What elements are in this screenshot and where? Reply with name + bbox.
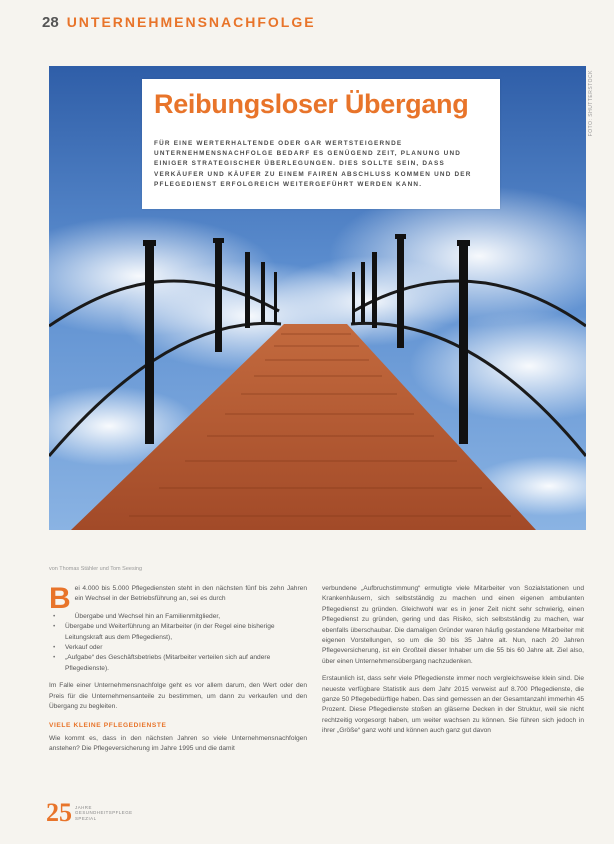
list-item: • „Aufgabe“ des Geschäftsbetriebs (Mitarbeiter verteilen sich auf andere Pflegedienste).	[59, 653, 307, 674]
article-teaser: FÜR EINE WERTERHALTENDE ODER GAR WERTSTEIGERNDE UNTERNEHMENSNACHFOLGE BEDARF ES GENÜGEND ZEIT, PLANUNG UND EINIGER STRATEGISCHER ÜBERLEGUNGEN. DIES SOLLTE SEIN, DASS VERKÄUFER UND KÄUFER ZU EINEM FAIREN ABSCHLUSS KOMMEN UND DER PFLEGEDIENST ERFOLGREICH WEITERGEFÜHRT WERDEN KANN.	[154, 140, 472, 188]
logo-line: SPEZIAL	[75, 815, 97, 821]
title-box	[142, 79, 500, 209]
anniversary-logo	[46, 800, 133, 826]
body-paragraph: Im Falle einer Unternehmensnachfolge geht es vor allem darum, den Wert oder den Preis für die Unternehmensanteile zu bestimmen, um dann zu verkaufen und den Übergang zu begleiten.	[49, 682, 307, 711]
list-item: • Übergabe und Weiterführung an Mitarbeiter (in der Regel eine bisherige Leitungskraft aus dem Pflegedienst),	[59, 622, 307, 643]
logo-line: JAHRE	[75, 804, 92, 810]
logo-text	[75, 805, 133, 822]
body-paragraph: Erstaunlich ist, dass sehr viele Pflegedienste immer noch vergleichsweise klein sind. Die neueste verfügbare Statistik aus dem Jahr 2015 verweist auf 8.700 Pflegedienste, die ganze 50 Pflegebedürftige haben. Das sind gemessen an der Gesamtanzahl immerhin 45 Prozent. Diese Pflegedienste stoßen an gläserne Decken in der Struktur, weil sie nicht rechtzeitig vorgesorgt haben, um weiter wachsen zu können. Sie führen sich jedoch in ihrer „Größe“ ganz wohl und können auch ganz gut davon	[322, 675, 584, 735]
bullet-list	[49, 612, 307, 674]
column-left	[49, 584, 307, 762]
body-paragraph: Wie kommt es, dass in den nächsten Jahren so viele Unternehmensnachfolgen anstehen? Die Pflegeversicherung im Jahre 1995 und die damit	[49, 734, 307, 753]
list-item: • Verkauf oder	[59, 643, 307, 653]
dropcap: B	[49, 582, 71, 615]
column-right	[322, 584, 584, 744]
intro-text: ei 4.000 bis 5.000 Pflegediensten steht in den nächsten fünf bis zehn Jahren ein Wechsel in der Betriebsführung an, sei es durch	[74, 585, 307, 603]
section-title: UNTERNEHMENSNACHFOLGE	[66, 14, 316, 30]
list-item: • Übergabe und Wechsel hin an Familienmitglieder,	[59, 612, 307, 622]
logo-line: GESUNDHEITSPFLEGE	[75, 810, 133, 816]
subheading: VIELE KLEINE PFLEGEDIENSTE	[49, 722, 167, 730]
page-header	[42, 14, 316, 31]
article-title: Reibungsloser Übergang	[154, 89, 469, 119]
intro-paragraph	[49, 582, 307, 615]
photo-credit: FOTO: SHUTTERSTOCK	[588, 70, 594, 137]
author-line: von Thomas Stähler und Tom Seesing	[49, 566, 143, 572]
body-paragraph: verbundene „Aufbruchstimmung“ ermutigte viele Mitarbeiter von Sozialstationen und Krankenhäusern, sich selbstständig zu machen und einen eigenen ambulanten Pflegedienst zu gründen. Gleichwohl war es in jener Zeit nicht sehr schwierig, einen Pflegedienst zu gründen, gering und das Risiko, sich selbstständig zu machen, war ebenfalls überschaubar. Die damaligen Gründer waren häufig gestandene Mitarbeiter mit eigenen Vorstellungen, so um die 30 bis 35 Jahre alt. Nun, nach 20 Jahren Pflegeversicherung, ist ein Großteil dieser Inhaber um die 55 bis 60 Jahre alt. Ziel also, über einen Unternehmensübergang nachzudenken.	[322, 585, 584, 665]
logo-number: 25	[46, 798, 72, 827]
page-number: 28	[42, 14, 59, 31]
